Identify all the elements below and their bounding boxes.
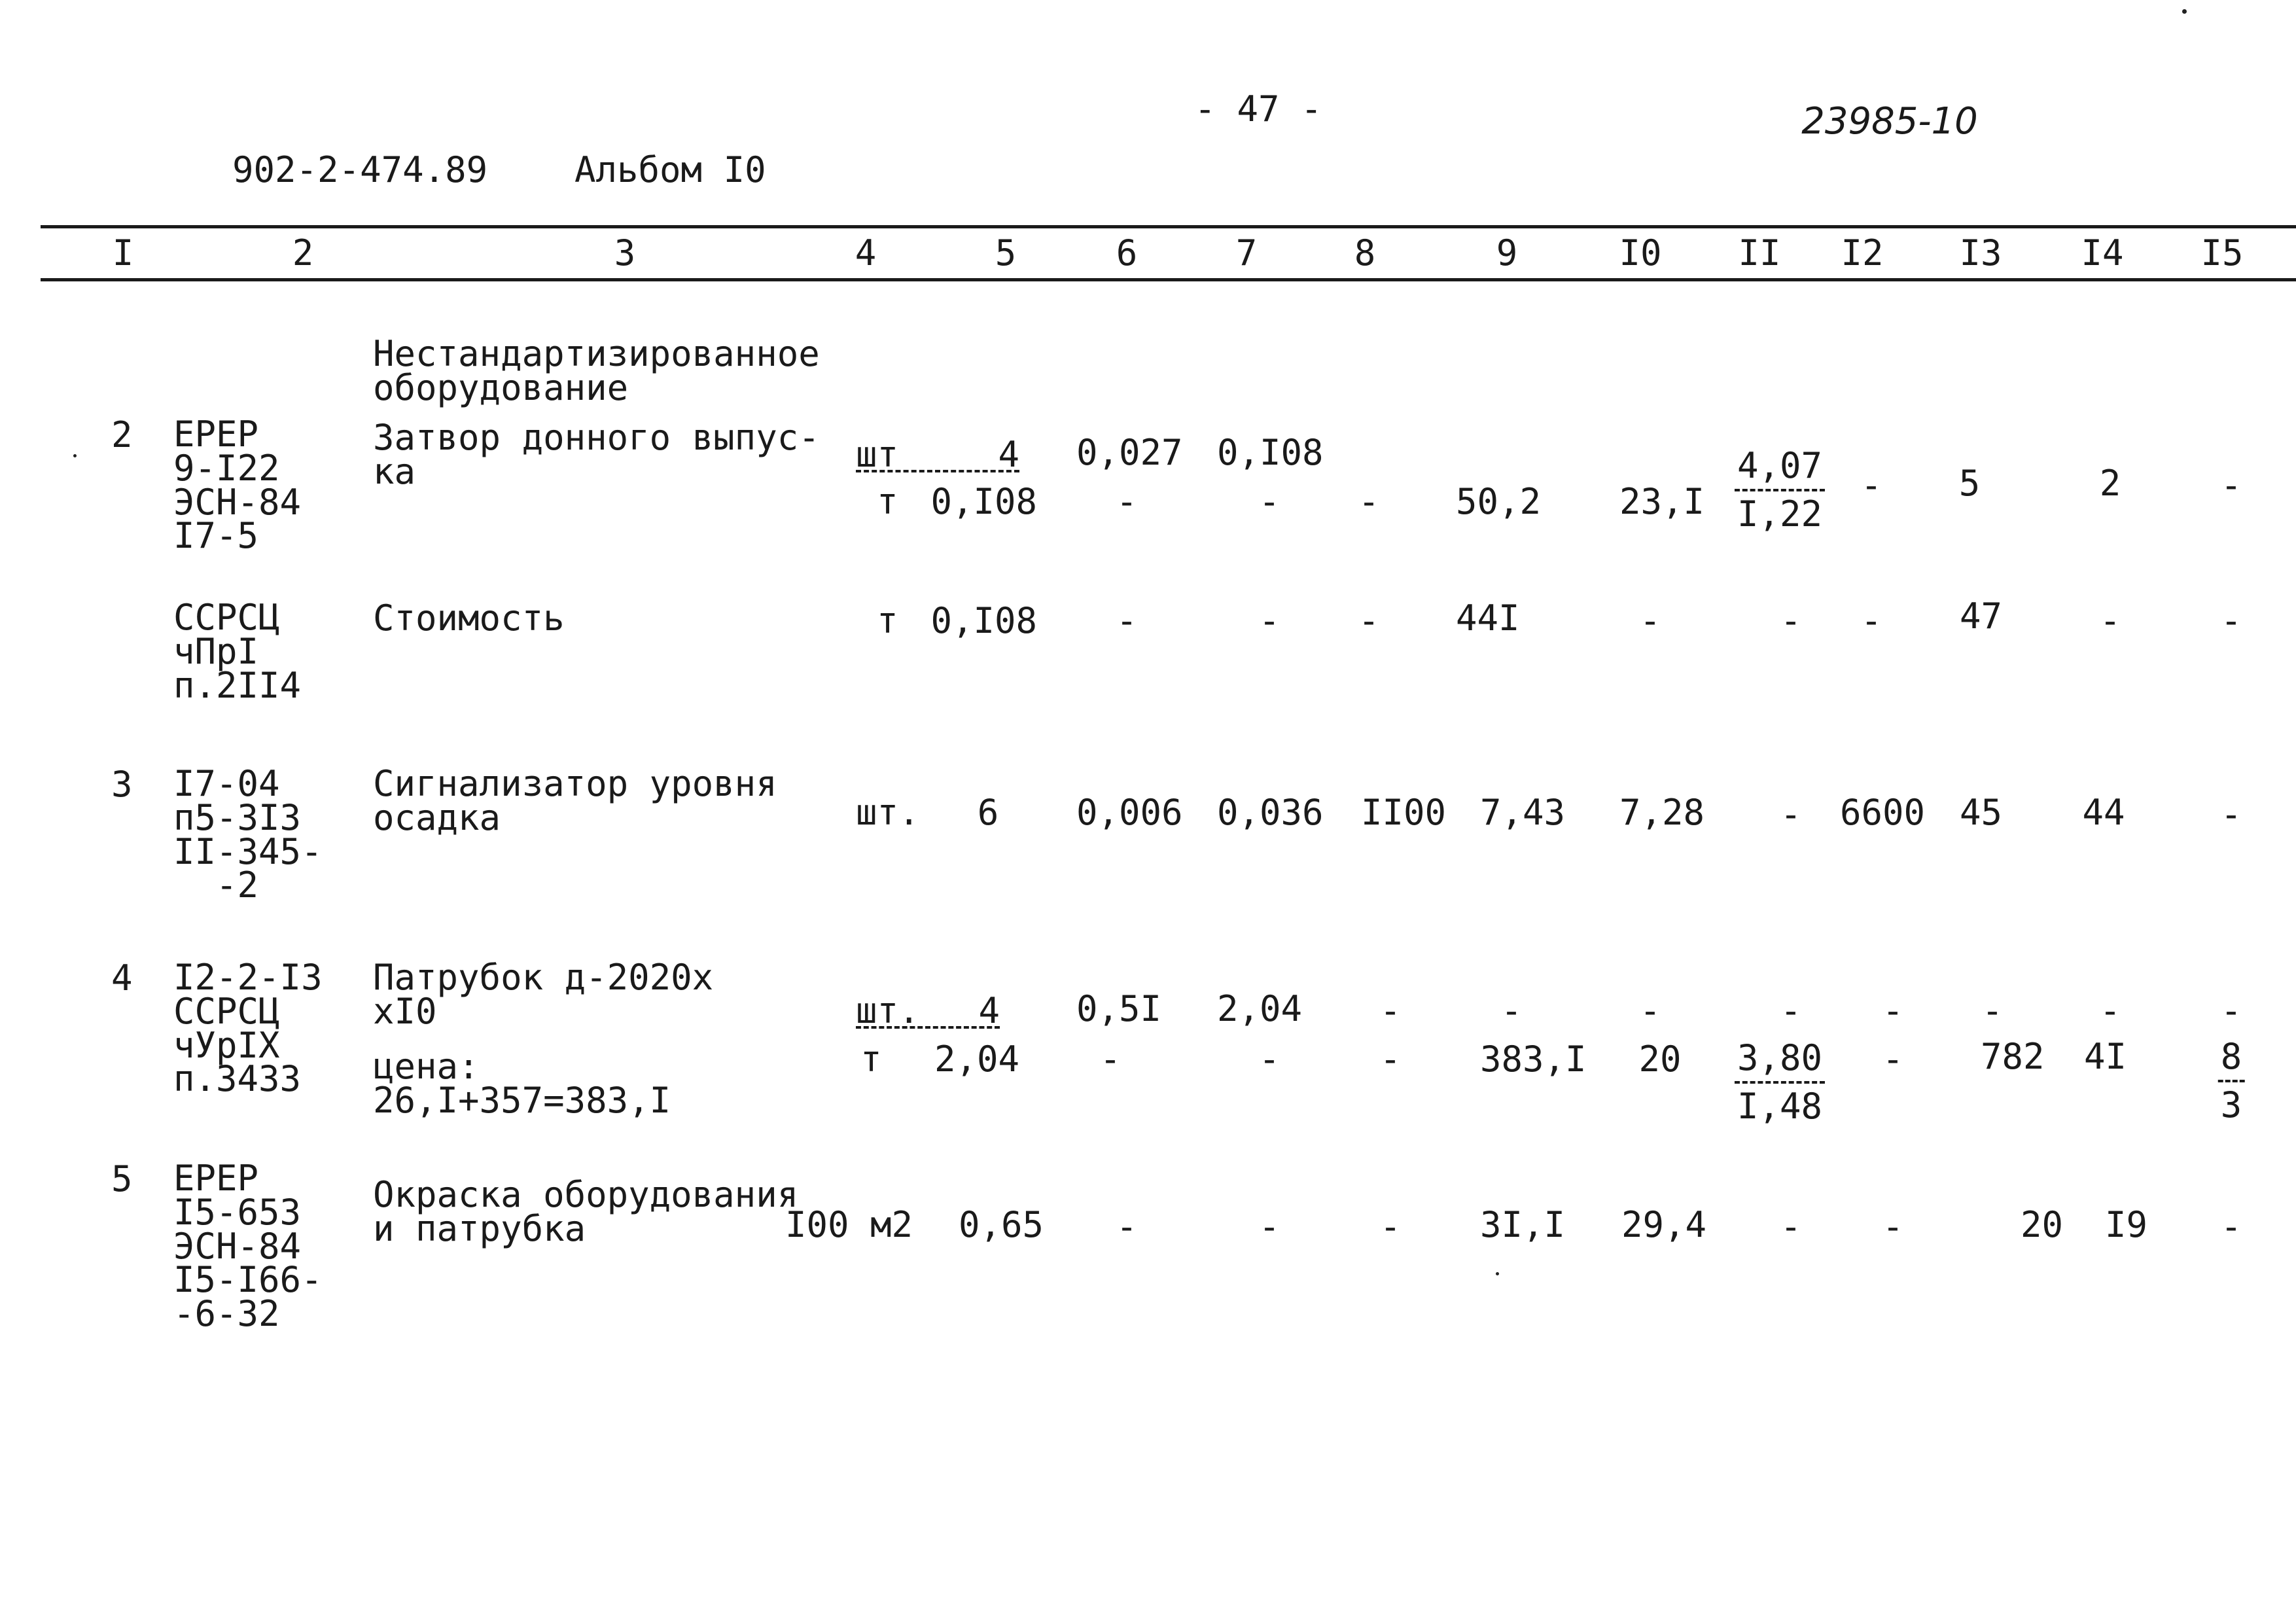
cell-col6-bottom: - [1099, 1039, 1122, 1080]
qty: 0,65 [959, 1204, 1044, 1245]
cell-col10: 7,28 [1619, 792, 1705, 833]
row-name: Стоимость [373, 597, 565, 639]
cell-col15: - [2220, 1206, 2242, 1247]
cell-col9-bottom: 383,I [1480, 1039, 1587, 1080]
cell-col14-top: - [2099, 990, 2121, 1031]
qty: 6 [977, 792, 999, 833]
column-header: I5 [2200, 232, 2244, 274]
unit-bottom: т [860, 1039, 882, 1080]
cell-col8: - [1358, 481, 1380, 522]
cell-col14: 44 [2082, 792, 2125, 833]
cell-col6: - [1116, 1206, 1138, 1247]
fraction-denominator: I,22 [1737, 493, 1823, 535]
cell-col14: 2 [2099, 463, 2121, 504]
cell-col7: - [1258, 1206, 1280, 1247]
unit-qty-separator [856, 1026, 1000, 1029]
cell-col12-bottom: - [1882, 1039, 1904, 1080]
cell-col6: - [1116, 600, 1138, 641]
row-name: Окраска оборудования и патрубка [373, 1174, 799, 1249]
cell-col8-top: - [1379, 990, 1402, 1031]
fraction-denominator: 3 [2220, 1084, 2242, 1126]
cell-col11: - [1780, 794, 1802, 835]
cell-col10-top: - [1639, 990, 1661, 1031]
row-number: 2 [111, 414, 133, 455]
qty: 0,I08 [930, 600, 1037, 641]
cell-col13: 20 [2021, 1204, 2064, 1245]
cell-col7-top: 0,I08 [1217, 432, 1324, 473]
row-name: Патрубок д-2020х хI0 [373, 957, 714, 1032]
cell-col10-bottom: 20 [1638, 1039, 1682, 1080]
cell-col9: 3I,I [1480, 1204, 1566, 1245]
cell-col15-top: - [2220, 990, 2242, 1031]
column-header: 9 [1496, 232, 1518, 274]
page-number: - 47 - [1194, 88, 1322, 130]
column-header: 7 [1235, 232, 1258, 274]
cell-col14-bottom: 4I [2084, 1036, 2127, 1077]
column-header: I [112, 232, 134, 274]
unit-top: шт. [856, 990, 920, 1031]
column-header: I2 [1841, 232, 1884, 274]
cell-col11: - [1780, 1206, 1802, 1247]
fraction-numerator: 8 [2218, 1039, 2245, 1082]
price-note: цена: 26,I+357=383,I [373, 1046, 671, 1121]
cell-col10: 29,4 [1621, 1204, 1707, 1245]
row-name: Сигнализатор уровня осадка [373, 763, 777, 838]
cell-col12: - [1860, 465, 1882, 506]
cell-col15: - [2220, 794, 2242, 835]
qty-bottom: 2,04 [934, 1039, 1019, 1080]
cell-col15-fraction [2218, 1036, 2245, 1126]
cell-col8-bottom: - [1379, 1039, 1402, 1080]
fraction-numerator: 4,07 [1735, 448, 1825, 491]
row-code: ССРСЦ чПрI п.2II4 [173, 597, 302, 706]
project-code: 902-2-474.89 [232, 149, 488, 190]
cell-col12-top: - [1882, 990, 1904, 1031]
unit: I00 м2 [785, 1204, 913, 1245]
row-code: I2-2-I3 ССРСЦ чУрIX п.3433 [173, 957, 323, 1100]
unit-top: шт [856, 434, 899, 475]
cell-col13: 45 [1960, 792, 2003, 833]
cell-col9: 44I [1456, 597, 1520, 639]
qty-top: 4 [998, 434, 1019, 475]
column-header: 8 [1354, 232, 1376, 274]
row-number: 5 [111, 1158, 133, 1199]
unit-bottom: т [877, 481, 898, 522]
cell-col11-fraction [1735, 1037, 1825, 1127]
cell-col8: II00 [1361, 792, 1447, 833]
column-header: 2 [292, 232, 314, 274]
cell-col12: 6600 [1840, 792, 1926, 833]
archive-number: 23985-10 [1801, 100, 1978, 143]
header-top-rule [41, 225, 2296, 228]
cell-col7: - [1258, 600, 1280, 641]
unit: шт. [856, 792, 920, 833]
cell-col7: 0,036 [1217, 792, 1324, 833]
cell-col15: - [2220, 600, 2242, 641]
cell-col7-top: 2,04 [1217, 988, 1303, 1029]
row-code: I7-04 п5-3I3 II-345- -2 [173, 763, 323, 906]
column-header: I3 [1959, 232, 2002, 274]
column-header: I4 [2081, 232, 2124, 274]
column-header: II [1738, 232, 1781, 274]
cell-col14: - [2099, 600, 2121, 641]
row-name: Затвор донного выпус- ка [373, 417, 820, 492]
cell-col6-top: 0,027 [1076, 432, 1183, 473]
cell-col8: - [1379, 1206, 1402, 1247]
column-header: 5 [995, 232, 1017, 274]
cell-col9-top: - [1500, 990, 1523, 1031]
row-number: 3 [111, 764, 133, 805]
album-label: Альбом I0 [574, 149, 766, 190]
fraction-denominator: I,48 [1737, 1086, 1823, 1127]
cell-col14: I9 [2105, 1204, 2148, 1245]
scan-speck [73, 454, 77, 457]
cell-col15: - [2220, 465, 2242, 506]
scan-speck [1496, 1272, 1499, 1275]
header-bottom-rule [41, 278, 2296, 281]
column-header: 6 [1116, 232, 1138, 274]
cell-col13-bottom: 782 [1981, 1036, 2045, 1077]
column-header: I0 [1619, 232, 1662, 274]
row-code: ЕРЕР I5-653 ЭСН-84 I5-I66- -6-32 [173, 1158, 323, 1335]
cell-col13-top: - [1981, 990, 2004, 1031]
cell-col12: - [1882, 1206, 1904, 1247]
cell-col13: 5 [1958, 463, 1981, 504]
cell-col9: 50,2 [1456, 481, 1542, 522]
cell-col8: - [1358, 600, 1380, 641]
cell-col10: 23,I [1619, 481, 1705, 522]
cell-col11-fraction [1735, 445, 1825, 535]
cell-col6: 0,006 [1076, 792, 1183, 833]
cell-col6-top: 0,5I [1076, 988, 1162, 1029]
qty-top: 4 [978, 990, 1000, 1031]
cell-col11: - [1780, 600, 1802, 641]
column-header: 4 [855, 232, 877, 274]
row-number: 4 [111, 957, 133, 999]
unit-qty-separator [856, 470, 1019, 472]
column-header: 3 [614, 232, 636, 274]
scan-speck [2182, 9, 2187, 14]
qty-bottom: 0,I08 [930, 481, 1037, 522]
unit: т [877, 600, 898, 641]
cell-col6-bottom: - [1116, 481, 1138, 522]
cell-col13: 47 [1960, 595, 2003, 637]
cell-col9: 7,43 [1480, 792, 1566, 833]
cell-col11-top: - [1780, 990, 1802, 1031]
cell-col7-bottom: - [1258, 481, 1280, 522]
fraction-numerator: 3,80 [1735, 1040, 1825, 1084]
section-title: Нестандартизированное оборудование [373, 333, 820, 408]
row-code: ЕРЕР 9-I22 ЭСН-84 I7-5 [173, 414, 302, 557]
cell-col12: - [1860, 600, 1882, 641]
cell-col7-bottom: - [1258, 1039, 1280, 1080]
cell-col10: - [1639, 600, 1661, 641]
